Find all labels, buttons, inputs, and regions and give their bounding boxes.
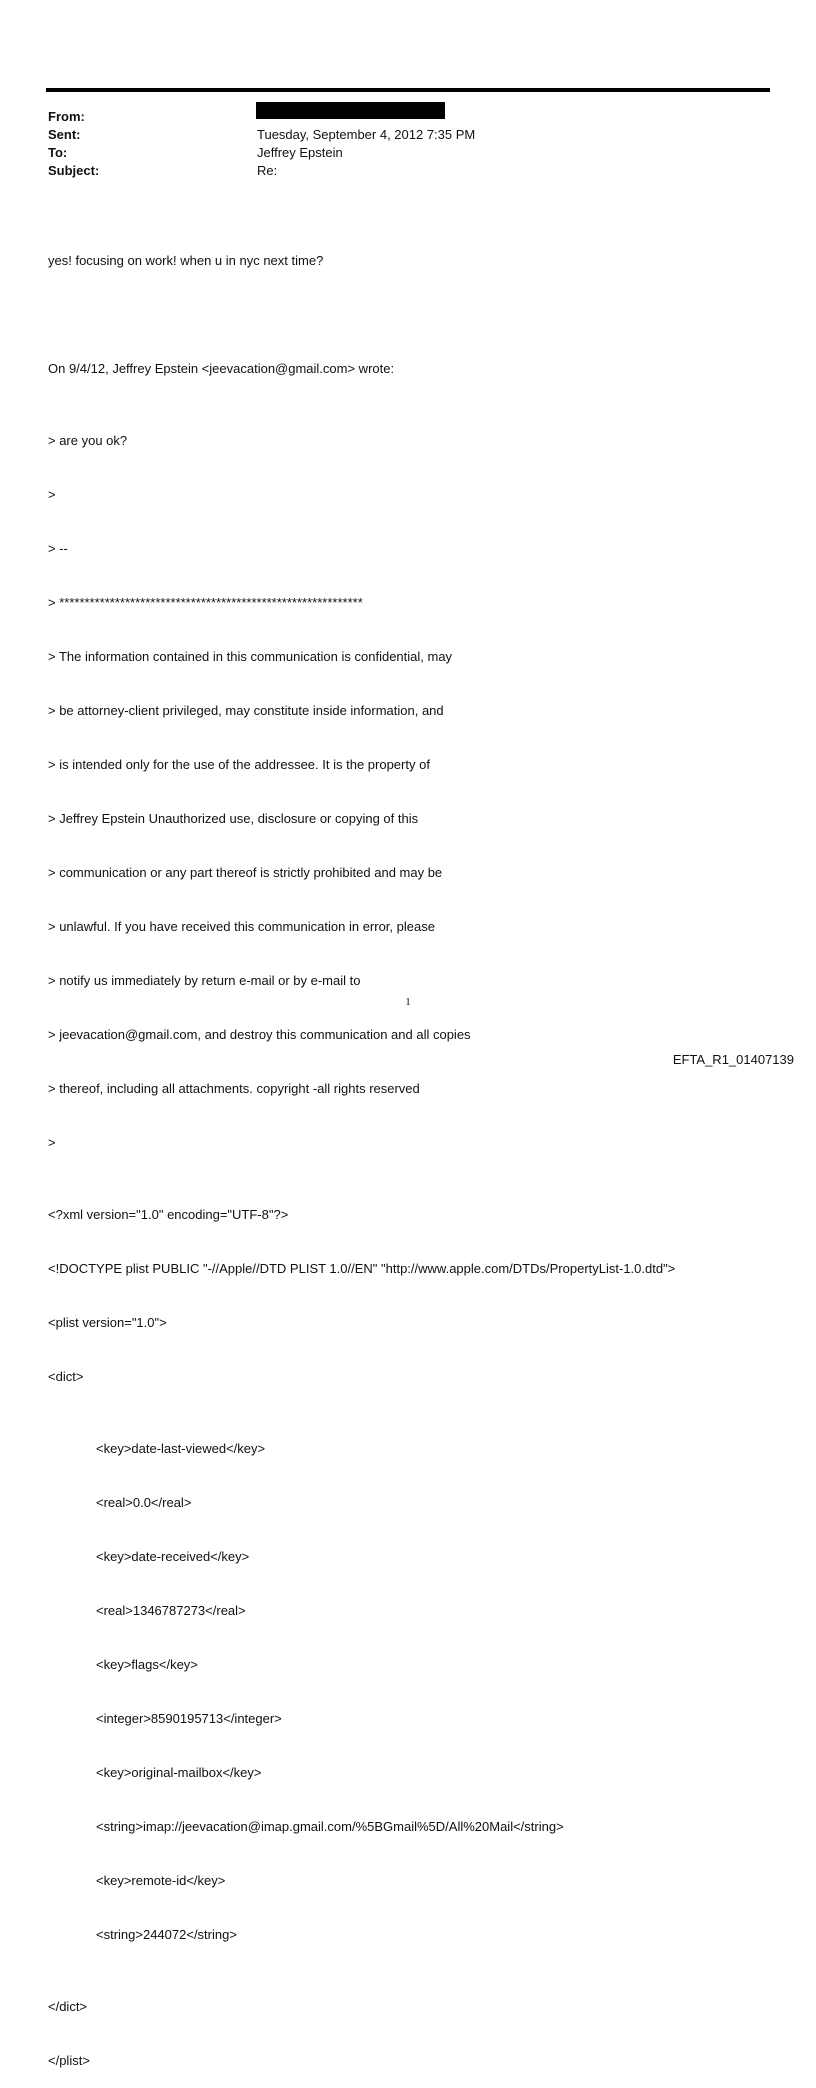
quoted-line: > notify us immediately by return e-mail or by e-mail to	[48, 973, 361, 988]
quoted-line: > are you ok?	[48, 433, 128, 448]
subject-value: Re:	[257, 163, 278, 178]
plist-entry: <key>original-mailbox</key>	[96, 1765, 262, 1780]
sent-row	[48, 126, 748, 144]
redaction-bar	[256, 102, 445, 119]
quoted-line: > ************************************************************	[48, 595, 363, 610]
plist-line: </plist>	[48, 2053, 90, 2068]
plist-line: <!DOCTYPE plist PUBLIC "-//Apple//DTD PLIST 1.0//EN" "http://www.apple.com/DTDs/PropertyList-1.0.dtd">	[48, 1261, 676, 1276]
quoted-line: > jeevacation@gmail.com, and destroy this communication and all copies	[48, 1027, 471, 1042]
plist-entry: <integer>8590195713</integer>	[96, 1711, 282, 1726]
quoted-line: > Jeffrey Epstein Unauthorized use, disclosure or copying of this	[48, 811, 419, 826]
to-row	[48, 144, 748, 162]
plist-entry: <real>0.0</real>	[96, 1495, 192, 1510]
quoted-line: >	[48, 487, 56, 502]
plist-line: <plist version="1.0">	[48, 1315, 167, 1330]
header-rule	[46, 88, 770, 92]
page-number: 1	[405, 996, 411, 1008]
quoted-line: > be attorney-client privileged, may constitute inside information, and	[48, 703, 444, 718]
subject-row	[48, 162, 748, 180]
document-id: EFTA_R1_01407139	[672, 1052, 794, 1067]
plist-entry: <string>244072</string>	[96, 1927, 237, 1942]
to-value: Jeffrey Epstein	[257, 145, 343, 160]
plist-line: <dict>	[48, 1369, 84, 1384]
plist-entry: <key>date-received</key>	[96, 1549, 250, 1564]
plist-entry: <key>date-last-viewed</key>	[96, 1441, 266, 1456]
reply-text: yes! focusing on work! when u in nyc next time?	[48, 253, 324, 268]
subject-label: Subject:	[48, 163, 100, 178]
plist-entry: <key>remote-id</key>	[96, 1873, 226, 1888]
plist-line: </dict>	[48, 1999, 88, 2014]
plist-entry: <key>flags</key>	[96, 1657, 198, 1672]
email-header	[48, 108, 748, 180]
quoted-line: > unlawful. If you have received this communication in error, please	[48, 919, 435, 934]
quoted-line: > The information contained in this communication is confidential, may	[48, 649, 453, 664]
quoted-line: >	[48, 1135, 56, 1150]
quote-intro: On 9/4/12, Jeffrey Epstein <jeevacation@gmail.com> wrote:	[48, 361, 395, 376]
plist-entry: <real>1346787273</real>	[96, 1603, 246, 1618]
quoted-line: > --	[48, 541, 68, 556]
plist-entry: <string>imap://jeevacation@imap.gmail.com/%5BGmail%5D/All%20Mail</string>	[96, 1819, 564, 1834]
sent-value: Tuesday, September 4, 2012 7:35 PM	[257, 127, 476, 142]
paragraph-gap	[48, 306, 788, 324]
quoted-line: > thereof, including all attachments. copyright -all rights reserved	[48, 1081, 420, 1096]
email-body	[48, 216, 788, 2088]
quoted-line: > is intended only for the use of the addressee. It is the property of	[48, 757, 430, 772]
quoted-line: > communication or any part thereof is strictly prohibited and may be	[48, 865, 443, 880]
from-row	[48, 108, 748, 126]
plist-line: <?xml version="1.0" encoding="UTF-8"?>	[48, 1207, 289, 1222]
to-label: To:	[48, 145, 68, 160]
sent-label: Sent:	[48, 127, 81, 142]
from-label: From:	[48, 109, 85, 124]
